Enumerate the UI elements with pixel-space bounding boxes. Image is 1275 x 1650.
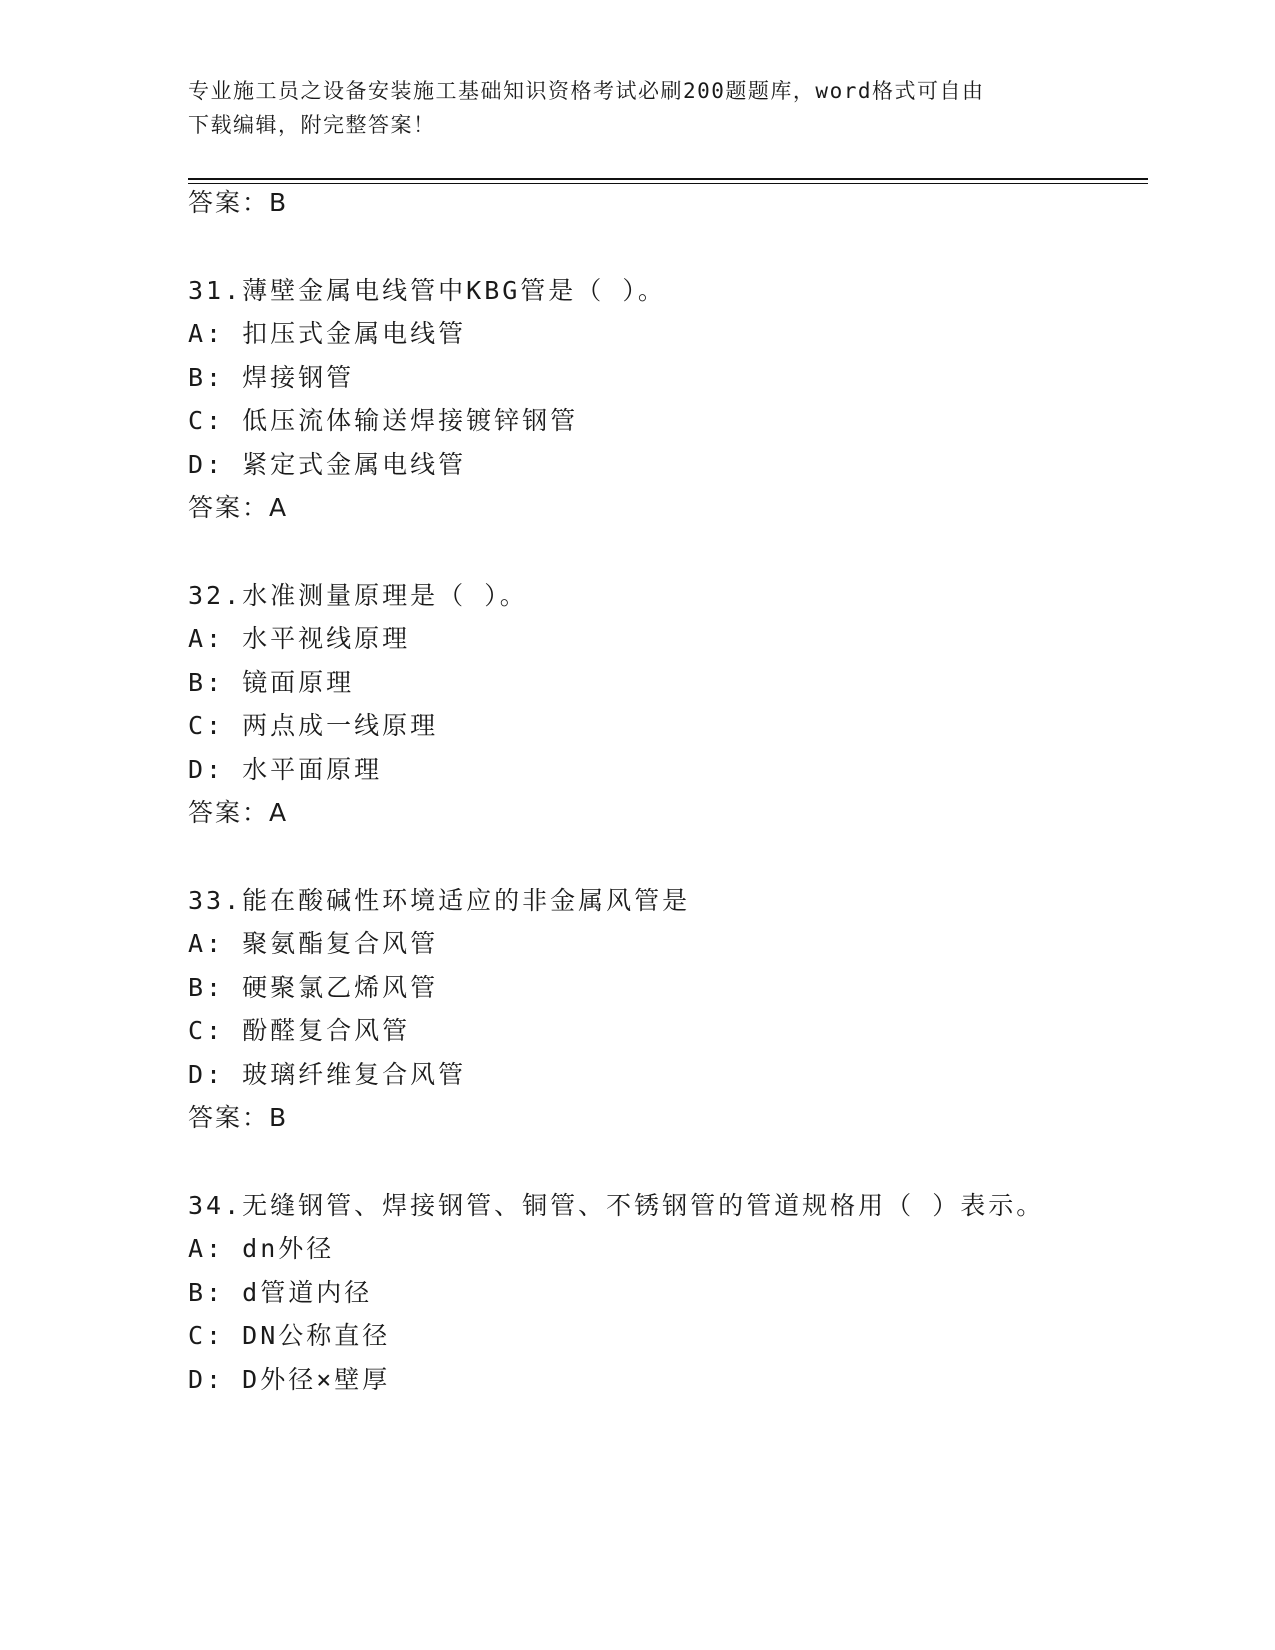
header-divider-thin (188, 183, 1148, 184)
header-title-line-2: 下载编辑，附完整答案！ (188, 113, 436, 137)
document-header (188, 74, 1088, 142)
question-31-option-c: C: 低压流体输送焊接镀锌钢管 (188, 406, 579, 435)
question-32-option-b: B: 镜面原理 (188, 668, 355, 697)
question-33-answer (188, 1101, 288, 1135)
question-33-option-b: B: 硬聚氯乙烯风管 (188, 973, 439, 1002)
question-32-answer (188, 796, 288, 830)
question-33-text: 33.能在酸碱性环境适应的非金属风管是 (188, 886, 691, 915)
answer-value: A (269, 493, 289, 522)
header-title-line-1: 专业施工员之设备安装施工基础知识资格考试必刷200题题库，word格式可自由 (188, 79, 985, 103)
question-32-text: 32.水准测量原理是（ ）。 (188, 581, 528, 610)
question-33-option-c: C: 酚醛复合风管 (188, 1016, 411, 1045)
question-34-option-a: A: dn外径 (188, 1234, 335, 1263)
question-31-option-a: A: 扣压式金属电线管 (188, 319, 467, 348)
answer-value: B (269, 188, 289, 217)
question-32-option-d: D: 水平面原理 (188, 755, 383, 784)
question-31-text: 31.薄壁金属电线管中KBG管是（ ）。 (188, 276, 666, 305)
answer-label: 答案： (188, 188, 270, 217)
question-33-option-a: A: 聚氨酯复合风管 (188, 929, 439, 958)
question-31-option-d: D: 紧定式金属电线管 (188, 450, 467, 479)
answer-label: 答案： (188, 1103, 270, 1132)
question-32-option-c: C: 两点成一线原理 (188, 711, 439, 740)
answer-label: 答案： (188, 493, 270, 522)
answer-value: A (269, 798, 289, 827)
answer-label: 答案： (188, 798, 270, 827)
question-33-option-d: D: 玻璃纤维复合风管 (188, 1060, 467, 1089)
question-31-option-b: B: 焊接钢管 (188, 363, 355, 392)
question-34-option-b: B: d管道内径 (188, 1278, 373, 1307)
previous-answer (188, 186, 288, 220)
question-34-text: 34.无缝钢管、焊接钢管、铜管、不锈钢管的管道规格用（ ）表示。 (188, 1191, 1045, 1220)
question-32-option-a: A: 水平视线原理 (188, 624, 411, 653)
answer-value: B (269, 1103, 289, 1132)
question-34-option-d: D: D外径×壁厚 (188, 1365, 391, 1394)
header-divider-thick (188, 178, 1148, 180)
question-34-option-c: C: DN公称直径 (188, 1321, 391, 1350)
question-31-answer (188, 491, 288, 525)
